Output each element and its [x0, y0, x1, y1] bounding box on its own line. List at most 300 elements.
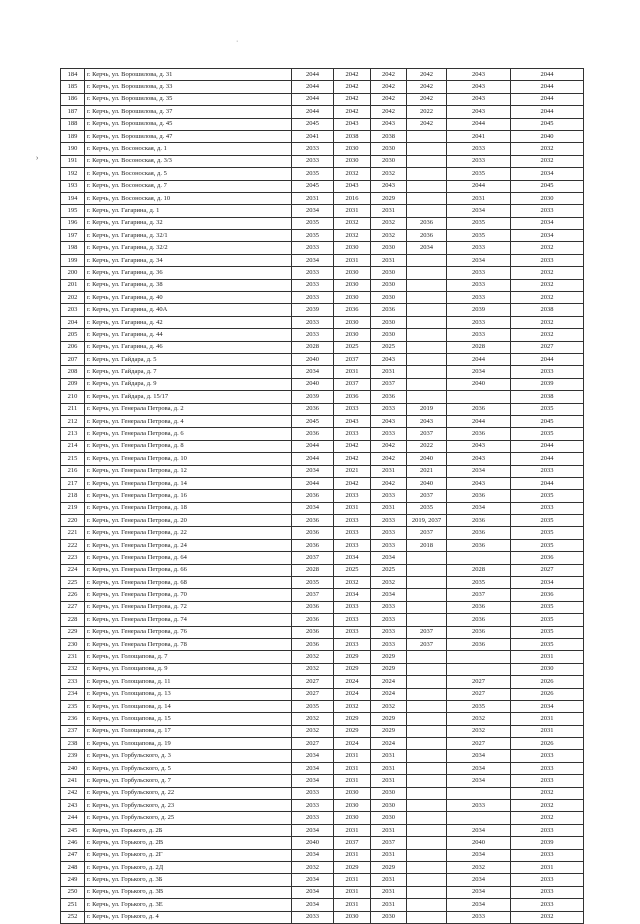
- table-row: [61, 515, 584, 527]
- value-cell: 2032: [334, 230, 371, 242]
- value-cell: 2034: [292, 899, 334, 911]
- address-cell: г. Керчь, ул. Ворошилова, д. 35: [85, 93, 292, 105]
- value-cell: 2038: [511, 391, 584, 403]
- address-cell: г. Керчь, ул. Горбульского, д. 23: [85, 800, 292, 812]
- value-cell: 2028: [292, 564, 334, 576]
- value-cell: 2029: [334, 713, 371, 725]
- value-cell: 2036: [292, 614, 334, 626]
- value-cell: 2032: [334, 700, 371, 712]
- value-cell: [407, 353, 447, 365]
- value-cell: 2032: [511, 242, 584, 254]
- value-cell: [407, 862, 447, 874]
- value-cell: 2033: [511, 899, 584, 911]
- value-cell: 2034: [511, 230, 584, 242]
- value-cell: 2021: [407, 465, 447, 477]
- table-row: [61, 490, 584, 502]
- value-cell: 2036: [447, 539, 511, 551]
- address-cell: г. Керчь, ул. Генерала Петрова, д. 72: [85, 601, 292, 613]
- address-cell: г. Керчь, ул. Гагарина, д. 38: [85, 279, 292, 291]
- value-cell: 2037: [447, 589, 511, 601]
- value-cell: 2029: [334, 651, 371, 663]
- address-cell: г. Керчь, ул. Восоноская, д. 10: [85, 192, 292, 204]
- value-cell: 2030: [371, 267, 407, 279]
- value-cell: 2037: [407, 638, 447, 650]
- address-cell: г. Керчь, ул. Голощапова, д. 11: [85, 676, 292, 688]
- value-cell: [447, 812, 511, 824]
- value-cell: 2040: [292, 378, 334, 390]
- value-cell: 2045: [511, 180, 584, 192]
- value-cell: 2030: [371, 800, 407, 812]
- row-number-cell: 184: [61, 69, 85, 81]
- value-cell: 2032: [371, 577, 407, 589]
- table-row: [61, 217, 584, 229]
- row-number-cell: 227: [61, 601, 85, 613]
- value-cell: 2036: [407, 217, 447, 229]
- row-number-cell: 206: [61, 341, 85, 353]
- value-cell: 2029: [371, 713, 407, 725]
- value-cell: 2036: [292, 601, 334, 613]
- value-cell: 2024: [334, 676, 371, 688]
- row-number-cell: 185: [61, 81, 85, 93]
- value-cell: 2035: [511, 515, 584, 527]
- value-cell: 2028: [447, 341, 511, 353]
- value-cell: 2036: [292, 539, 334, 551]
- row-number-cell: 213: [61, 428, 85, 440]
- value-cell: 2036: [511, 589, 584, 601]
- table-row: [61, 477, 584, 489]
- value-cell: 2022: [407, 440, 447, 452]
- value-cell: 2027: [447, 738, 511, 750]
- value-cell: 2037: [407, 626, 447, 638]
- value-cell: 2044: [511, 106, 584, 118]
- value-cell: 2033: [511, 775, 584, 787]
- address-cell: г. Керчь, ул. Горького, д. 2Д: [85, 862, 292, 874]
- value-cell: 2043: [447, 93, 511, 105]
- value-cell: 2036: [447, 403, 511, 415]
- address-cell: г. Керчь, ул. Генерала Петрова, д. 2: [85, 403, 292, 415]
- value-cell: 2035: [292, 577, 334, 589]
- value-cell: 2034: [447, 762, 511, 774]
- value-cell: 2033: [334, 527, 371, 539]
- address-cell: г. Керчь, ул. Гагарина, д. 32: [85, 217, 292, 229]
- value-cell: 2042: [334, 69, 371, 81]
- address-cell: г. Керчь, ул. Генерала Петрова, д. 66: [85, 564, 292, 576]
- value-cell: [407, 205, 447, 217]
- value-cell: 2027: [447, 676, 511, 688]
- value-cell: 2033: [334, 428, 371, 440]
- address-cell: г. Керчь, ул. Голощапова, д. 9: [85, 663, 292, 675]
- table-row: [61, 688, 584, 700]
- value-cell: 2027: [511, 564, 584, 576]
- value-cell: [407, 713, 447, 725]
- value-cell: 2044: [447, 353, 511, 365]
- address-cell: г. Керчь, ул. Гайдара, д. 15/17: [85, 391, 292, 403]
- value-cell: 2033: [371, 539, 407, 551]
- row-number-cell: 198: [61, 242, 85, 254]
- value-cell: 2033: [334, 539, 371, 551]
- value-cell: 2032: [371, 168, 407, 180]
- table-row: [61, 775, 584, 787]
- value-cell: 2035: [447, 217, 511, 229]
- value-cell: [407, 254, 447, 266]
- table-row: [61, 837, 584, 849]
- table-row: [61, 787, 584, 799]
- value-cell: 2034: [447, 775, 511, 787]
- value-cell: 2038: [371, 130, 407, 142]
- value-cell: [407, 812, 447, 824]
- value-cell: [407, 292, 447, 304]
- value-cell: 2033: [447, 316, 511, 328]
- value-cell: 2042: [371, 93, 407, 105]
- value-cell: 2029: [371, 651, 407, 663]
- value-cell: 2039: [511, 378, 584, 390]
- table-row: [61, 589, 584, 601]
- value-cell: 2031: [292, 192, 334, 204]
- value-cell: 2039: [511, 837, 584, 849]
- value-cell: 2042: [334, 477, 371, 489]
- value-cell: 2035: [511, 626, 584, 638]
- value-cell: 2031: [334, 849, 371, 861]
- value-cell: 2034: [334, 589, 371, 601]
- value-cell: 2034: [447, 849, 511, 861]
- row-number-cell: 190: [61, 143, 85, 155]
- table-row: [61, 130, 584, 142]
- address-cell: г. Керчь, ул. Горбульского, д. 3: [85, 750, 292, 762]
- value-cell: 2037: [334, 378, 371, 390]
- value-cell: 2024: [371, 688, 407, 700]
- address-cell: г. Керчь, ул. Гагарина, д. 40: [85, 292, 292, 304]
- value-cell: 2042: [407, 81, 447, 93]
- value-cell: [407, 663, 447, 675]
- value-cell: 2034: [292, 824, 334, 836]
- value-cell: 2033: [511, 205, 584, 217]
- value-cell: 2041: [447, 130, 511, 142]
- value-cell: 2036: [447, 490, 511, 502]
- value-cell: [407, 738, 447, 750]
- value-cell: 2037: [292, 589, 334, 601]
- table-row: [61, 230, 584, 242]
- value-cell: [407, 614, 447, 626]
- value-cell: 2044: [511, 93, 584, 105]
- value-cell: 2033: [292, 812, 334, 824]
- value-cell: 2030: [371, 316, 407, 328]
- value-cell: 2035: [447, 168, 511, 180]
- value-cell: 2034: [407, 242, 447, 254]
- value-cell: 2027: [292, 688, 334, 700]
- value-cell: 2035: [292, 700, 334, 712]
- table-row: [61, 577, 584, 589]
- table-row: [61, 155, 584, 167]
- value-cell: 2036: [292, 428, 334, 440]
- value-cell: [407, 874, 447, 886]
- value-cell: 2031: [511, 862, 584, 874]
- table-row: [61, 205, 584, 217]
- value-cell: 2035: [511, 614, 584, 626]
- value-cell: 2034: [292, 254, 334, 266]
- value-cell: 2037: [292, 552, 334, 564]
- table-row: [61, 93, 584, 105]
- value-cell: 2026: [511, 676, 584, 688]
- address-cell: г. Керчь, ул. Генерала Петрова, д. 68: [85, 577, 292, 589]
- value-cell: [407, 886, 447, 898]
- value-cell: 2037: [407, 490, 447, 502]
- value-cell: 2025: [334, 564, 371, 576]
- table-row: [61, 800, 584, 812]
- value-cell: 2033: [292, 911, 334, 923]
- row-number-cell: 193: [61, 180, 85, 192]
- address-cell: г. Керчь, ул. Генерала Петрова, д. 6: [85, 428, 292, 440]
- value-cell: 2040: [447, 837, 511, 849]
- value-cell: 2036: [447, 626, 511, 638]
- value-cell: 2036: [292, 490, 334, 502]
- value-cell: [407, 564, 447, 576]
- row-number-cell: 186: [61, 93, 85, 105]
- value-cell: 2042: [371, 69, 407, 81]
- row-number-cell: 240: [61, 762, 85, 774]
- table-row: [61, 81, 584, 93]
- row-number-cell: 231: [61, 651, 85, 663]
- value-cell: 2044: [511, 81, 584, 93]
- value-cell: [407, 366, 447, 378]
- value-cell: 2043: [447, 453, 511, 465]
- row-number-cell: 237: [61, 725, 85, 737]
- value-cell: 2043: [447, 477, 511, 489]
- value-cell: 2029: [334, 663, 371, 675]
- value-cell: 2033: [447, 800, 511, 812]
- table-row: [61, 366, 584, 378]
- table-row: [61, 911, 584, 923]
- value-cell: 2034: [447, 366, 511, 378]
- table-row: [61, 886, 584, 898]
- value-cell: 2034: [292, 886, 334, 898]
- value-cell: 2034: [447, 465, 511, 477]
- row-number-cell: 192: [61, 168, 85, 180]
- value-cell: 2031: [371, 849, 407, 861]
- address-cell: г. Керчь, ул. Ворошилова, д. 45: [85, 118, 292, 130]
- address-cell: г. Керчь, ул. Ворошилова, д. 37: [85, 106, 292, 118]
- value-cell: 2033: [371, 626, 407, 638]
- value-cell: [407, 316, 447, 328]
- value-cell: 2033: [447, 329, 511, 341]
- value-cell: 2039: [292, 304, 334, 316]
- value-cell: 2038: [334, 130, 371, 142]
- address-cell: г. Керчь, ул. Горького, д. 3В: [85, 886, 292, 898]
- value-cell: 2036: [447, 515, 511, 527]
- value-cell: 2034: [292, 750, 334, 762]
- value-cell: 2033: [511, 366, 584, 378]
- value-cell: [447, 391, 511, 403]
- value-cell: 2030: [334, 329, 371, 341]
- value-cell: 2045: [292, 118, 334, 130]
- value-cell: [447, 663, 511, 675]
- row-number-cell: 248: [61, 862, 85, 874]
- value-cell: 2044: [292, 81, 334, 93]
- address-cell: г. Керчь, ул. Гагарина, д. 34: [85, 254, 292, 266]
- value-cell: 2044: [511, 440, 584, 452]
- value-cell: 2033: [292, 329, 334, 341]
- table-row: [61, 651, 584, 663]
- value-cell: 2035: [511, 527, 584, 539]
- value-cell: 2043: [371, 415, 407, 427]
- value-cell: 2033: [334, 638, 371, 650]
- value-cell: 2034: [447, 874, 511, 886]
- table-row: [61, 353, 584, 365]
- value-cell: [447, 787, 511, 799]
- value-cell: 2033: [371, 490, 407, 502]
- value-cell: 2044: [292, 453, 334, 465]
- row-number-cell: 245: [61, 824, 85, 836]
- value-cell: 2038: [511, 304, 584, 316]
- value-cell: 2033: [292, 279, 334, 291]
- value-cell: 2032: [292, 725, 334, 737]
- value-cell: 2037: [407, 527, 447, 539]
- table-row: [61, 849, 584, 861]
- value-cell: 2035: [511, 601, 584, 613]
- value-cell: 2036: [334, 304, 371, 316]
- value-cell: 2031: [334, 502, 371, 514]
- value-cell: 2034: [447, 750, 511, 762]
- value-cell: 2033: [511, 849, 584, 861]
- table-row: [61, 762, 584, 774]
- value-cell: 2037: [371, 837, 407, 849]
- row-number-cell: 200: [61, 267, 85, 279]
- value-cell: [407, 329, 447, 341]
- value-cell: 2034: [292, 205, 334, 217]
- table-row: [61, 415, 584, 427]
- value-cell: 2024: [371, 676, 407, 688]
- table-row: [61, 812, 584, 824]
- value-cell: 2034: [511, 700, 584, 712]
- value-cell: 2033: [511, 874, 584, 886]
- table-row: [61, 750, 584, 762]
- value-cell: 2021: [334, 465, 371, 477]
- value-cell: 2033: [511, 502, 584, 514]
- value-cell: 2033: [334, 490, 371, 502]
- value-cell: 2031: [334, 886, 371, 898]
- address-cell: г. Керчь, ул. Ворошилова, д. 47: [85, 130, 292, 142]
- value-cell: 2033: [511, 886, 584, 898]
- value-cell: 2033: [334, 626, 371, 638]
- row-number-cell: 230: [61, 638, 85, 650]
- value-cell: [407, 725, 447, 737]
- value-cell: 2045: [511, 415, 584, 427]
- table-row: [61, 564, 584, 576]
- value-cell: 2029: [334, 862, 371, 874]
- address-cell: г. Керчь, ул. Гагарина, д. 46: [85, 341, 292, 353]
- value-cell: 2033: [371, 403, 407, 415]
- value-cell: 2036: [511, 552, 584, 564]
- value-cell: 2033: [447, 267, 511, 279]
- value-cell: 2016: [334, 192, 371, 204]
- row-number-cell: 212: [61, 415, 85, 427]
- value-cell: 2033: [447, 911, 511, 923]
- value-cell: 2039: [292, 391, 334, 403]
- value-cell: 2034: [447, 824, 511, 836]
- value-cell: [407, 837, 447, 849]
- value-cell: 2033: [511, 465, 584, 477]
- address-cell: г. Керчь, ул. Горького, д. 2В: [85, 837, 292, 849]
- table-row: [61, 304, 584, 316]
- row-number-cell: 243: [61, 800, 85, 812]
- value-cell: 2032: [292, 713, 334, 725]
- row-number-cell: 210: [61, 391, 85, 403]
- value-cell: 2033: [371, 601, 407, 613]
- value-cell: 2032: [511, 143, 584, 155]
- row-number-cell: 204: [61, 316, 85, 328]
- value-cell: 2034: [511, 577, 584, 589]
- value-cell: 2032: [334, 217, 371, 229]
- table-row: [61, 614, 584, 626]
- value-cell: 2034: [292, 366, 334, 378]
- value-cell: 2044: [511, 69, 584, 81]
- value-cell: 2036: [292, 515, 334, 527]
- value-cell: 2036: [371, 391, 407, 403]
- value-cell: 2028: [292, 341, 334, 353]
- table-row: [61, 428, 584, 440]
- value-cell: 2033: [334, 515, 371, 527]
- value-cell: 2040: [447, 378, 511, 390]
- value-cell: 2033: [292, 267, 334, 279]
- value-cell: 2032: [447, 713, 511, 725]
- row-number-cell: 251: [61, 899, 85, 911]
- value-cell: 2044: [447, 118, 511, 130]
- value-cell: 2032: [371, 700, 407, 712]
- value-cell: 2034: [511, 217, 584, 229]
- value-cell: 2037: [407, 428, 447, 440]
- value-cell: 2033: [511, 254, 584, 266]
- value-cell: 2036: [371, 304, 407, 316]
- value-cell: 2033: [371, 614, 407, 626]
- value-cell: 2035: [292, 168, 334, 180]
- value-cell: 2035: [447, 230, 511, 242]
- value-cell: 2043: [334, 180, 371, 192]
- value-cell: 2034: [292, 849, 334, 861]
- value-cell: 2042: [407, 69, 447, 81]
- value-cell: 2033: [447, 242, 511, 254]
- value-cell: 2042: [371, 440, 407, 452]
- value-cell: 2031: [371, 502, 407, 514]
- value-cell: 2044: [292, 477, 334, 489]
- value-cell: 2042: [371, 81, 407, 93]
- value-cell: 2043: [371, 180, 407, 192]
- value-cell: [407, 192, 447, 204]
- value-cell: 2040: [292, 353, 334, 365]
- value-cell: 2029: [371, 192, 407, 204]
- value-cell: 2044: [292, 69, 334, 81]
- address-cell: г. Керчь, ул. Голощапова, д. 7: [85, 651, 292, 663]
- row-number-cell: 218: [61, 490, 85, 502]
- address-cell: г. Керчь, ул. Горбульского, д. 25: [85, 812, 292, 824]
- value-cell: 2018: [407, 539, 447, 551]
- row-number-cell: 235: [61, 700, 85, 712]
- value-cell: 2034: [292, 874, 334, 886]
- address-cell: г. Керчь, ул. Ворошилова, д. 33: [85, 81, 292, 93]
- value-cell: 2032: [511, 800, 584, 812]
- row-number-cell: 220: [61, 515, 85, 527]
- address-cell: г. Керчь, ул. Восоноская, д. 1: [85, 143, 292, 155]
- value-cell: 2032: [447, 862, 511, 874]
- row-number-cell: 188: [61, 118, 85, 130]
- value-cell: 2043: [334, 118, 371, 130]
- value-cell: [407, 552, 447, 564]
- value-cell: 2039: [447, 304, 511, 316]
- row-number-cell: 241: [61, 775, 85, 787]
- value-cell: [407, 168, 447, 180]
- value-cell: 2043: [334, 415, 371, 427]
- value-cell: 2033: [447, 155, 511, 167]
- value-cell: [407, 378, 447, 390]
- value-cell: 2032: [334, 577, 371, 589]
